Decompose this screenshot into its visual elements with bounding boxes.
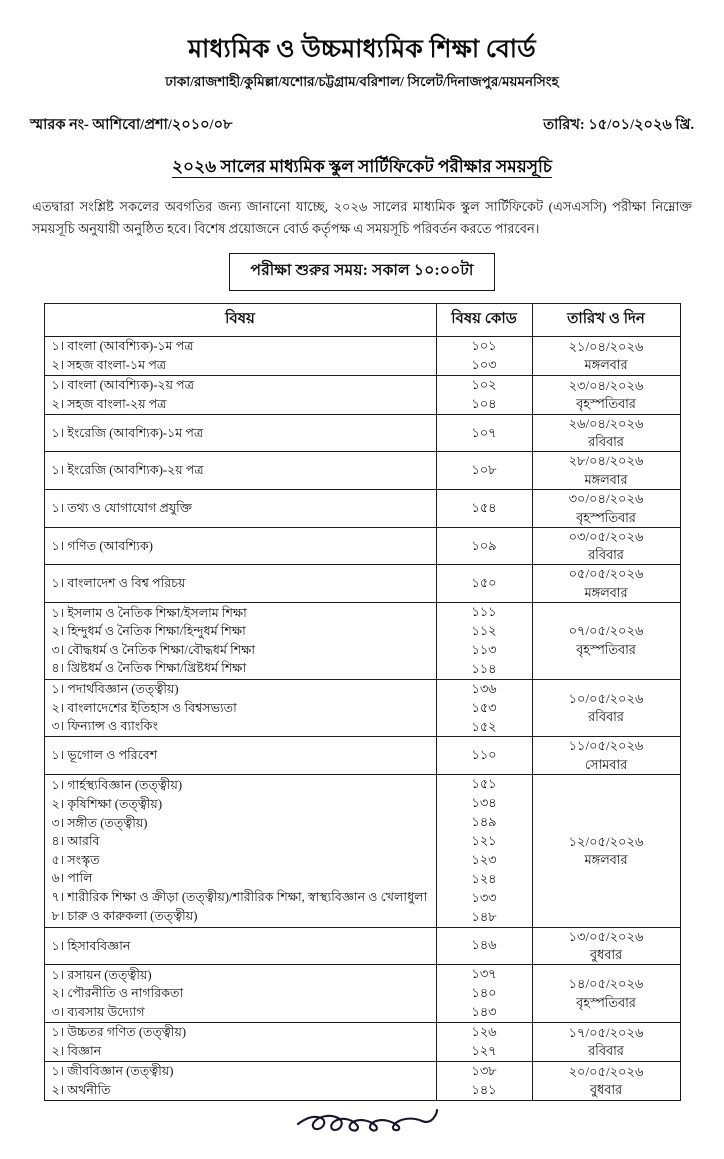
subject-name: ১। ইংরেজি (আবশ্যিক)-১ম পত্র bbox=[51, 425, 204, 440]
subject-name: ১। বাংলা (আবশ্যিক)-১ম পত্র bbox=[51, 339, 194, 354]
subject-code: ১১১ bbox=[471, 604, 497, 619]
subject-code-cell bbox=[436, 737, 532, 775]
subject-code: ১৩৮ bbox=[471, 1063, 497, 1078]
subject-code: ১৪৬ bbox=[471, 938, 497, 953]
subject-cell bbox=[44, 965, 436, 1023]
date-day-cell bbox=[532, 414, 680, 452]
subject-code: ১৫০ bbox=[471, 576, 497, 591]
column-header-subject: বিষয় bbox=[44, 304, 436, 337]
subject-code: ১৪৯ bbox=[471, 814, 497, 829]
subject-code-cell bbox=[436, 965, 532, 1023]
exam-date: ২৬/০৪/২০২৬ bbox=[568, 415, 644, 431]
subject-name: ২। বাংলাদেশের ইতিহাস ও বিশ্বসভ্যতা bbox=[51, 700, 237, 715]
column-header-subject-code: বিষয় কোড bbox=[436, 304, 532, 337]
subject-code-cell bbox=[436, 337, 532, 376]
table-body bbox=[44, 337, 680, 1101]
document-page bbox=[0, 34, 724, 1097]
exam-day: মঙ্গলবার bbox=[584, 585, 628, 600]
subject-code: ১২৪ bbox=[471, 871, 497, 886]
exam-day: বৃহস্পতিবার bbox=[576, 995, 636, 1010]
date-day-cell bbox=[532, 737, 680, 775]
subject-code: ১৩৩ bbox=[471, 890, 497, 905]
date-day-cell bbox=[532, 965, 680, 1023]
date-day-stack bbox=[533, 833, 680, 870]
subject-code: ১০৪ bbox=[471, 396, 497, 411]
subject-code-cell bbox=[436, 602, 532, 679]
subject-name: ১। ভূগোল ও পরিবেশ bbox=[51, 748, 158, 763]
table-header-row bbox=[44, 304, 680, 337]
subject-cell bbox=[44, 775, 436, 928]
exam-date: ২৮/০৪/২০২৬ bbox=[568, 453, 644, 469]
subject-code: ১০৩ bbox=[471, 358, 497, 373]
subject-code-cell bbox=[436, 490, 532, 528]
exam-date: ১০/০৫/২০২৬ bbox=[568, 690, 644, 706]
table-row bbox=[44, 965, 680, 1023]
subject-code: ১১২ bbox=[471, 623, 497, 638]
signature-area bbox=[22, 1103, 702, 1159]
exam-day: রবিবার bbox=[588, 1044, 624, 1059]
subject-name: ৩। বৌদ্ধধর্ম ও নৈতিক শিক্ষা/বৌদ্ধধর্ম শিক্ষা bbox=[51, 642, 256, 657]
subject-cell bbox=[44, 337, 436, 376]
table-row bbox=[44, 376, 680, 415]
exam-time-box-wrapper bbox=[22, 253, 702, 291]
date-day-cell bbox=[532, 527, 680, 565]
handwritten-signature-icon bbox=[294, 1107, 444, 1141]
exam-date: ১৩/০৫/২০২৬ bbox=[568, 928, 644, 944]
date-day-stack bbox=[533, 415, 680, 452]
subject-name: ৩। ফিন্যান্স ও ব্যাংকিং bbox=[51, 719, 159, 734]
date-day-cell bbox=[532, 337, 680, 376]
subject-code: ১৫৪ bbox=[471, 500, 497, 515]
table-row bbox=[44, 337, 680, 376]
subject-name: ২। হিন্দুধর্ম ও নৈতিক শিক্ষা/হিন্দুধর্ম শিক্ষা bbox=[51, 624, 246, 639]
table-row bbox=[44, 527, 680, 565]
subject-cell bbox=[44, 927, 436, 965]
date-day-stack bbox=[533, 690, 680, 727]
subject-code: ১৪১ bbox=[471, 1082, 497, 1097]
date-day-stack bbox=[533, 490, 680, 527]
exam-day: বৃহস্পতিবার bbox=[576, 642, 636, 657]
subject-name: ৬। পালি bbox=[51, 871, 93, 886]
subject-code: ১৩৬ bbox=[471, 681, 497, 696]
exam-day: রবিবার bbox=[588, 435, 624, 450]
subject-code-cell bbox=[436, 527, 532, 565]
subject-cell bbox=[44, 602, 436, 679]
table-row bbox=[44, 490, 680, 528]
subject-cell bbox=[44, 1061, 436, 1100]
date-day-cell bbox=[532, 452, 680, 490]
exam-day: বৃহস্পতিবার bbox=[576, 397, 636, 412]
date-day-stack bbox=[533, 622, 680, 659]
date-day-cell bbox=[532, 927, 680, 965]
subject-name: ৮। চারু ও কারুকলা (তত্ত্বীয়) bbox=[51, 908, 198, 923]
date-day-cell bbox=[532, 376, 680, 415]
exam-schedule-table bbox=[44, 303, 681, 1101]
date-day-stack bbox=[533, 528, 680, 565]
date-day-cell bbox=[532, 565, 680, 603]
exam-day: সোমবার bbox=[584, 757, 628, 772]
exam-day: বুধবার bbox=[589, 1082, 623, 1097]
subject-name: ২। পৌরনীতি ও নাগরিকতা bbox=[51, 986, 184, 1001]
date-day-cell bbox=[532, 602, 680, 679]
subject-name: ১। তথ্য ও যোগাযোগ প্রযুক্তি bbox=[51, 501, 192, 516]
subject-code-cell bbox=[436, 1023, 532, 1062]
board-branches: ঢাকা/রাজশাহী/কুমিল্লা/যশোর/চট্টগ্রাম/বরিশাল/ সিলেট/দিনাজপুর/ময়মনসিংহ bbox=[165, 74, 559, 90]
date-day-cell bbox=[532, 490, 680, 528]
date-day-stack bbox=[533, 737, 680, 774]
subject-name: ১। রসায়ন (তত্ত্বীয়) bbox=[51, 967, 152, 982]
subject-code: ১২৬ bbox=[471, 1025, 497, 1040]
subject-code-cell bbox=[436, 775, 532, 928]
subject-cell bbox=[44, 527, 436, 565]
exam-date: ১৪/০৫/২০২৬ bbox=[568, 976, 644, 992]
exam-date: ২০/০৫/২০২৬ bbox=[568, 1063, 644, 1079]
exam-day: মঙ্গলবার bbox=[584, 852, 628, 867]
subject-name: ২। অর্থনীতি bbox=[51, 1082, 111, 1097]
date-day-stack bbox=[533, 338, 680, 375]
subject-code-cell bbox=[436, 414, 532, 452]
subject-name: ৩। ব্যবসায় উদ্যোগ bbox=[51, 1004, 145, 1019]
subject-code-cell bbox=[436, 927, 532, 965]
table-row bbox=[44, 679, 680, 737]
subject-code: ১৪০ bbox=[471, 986, 497, 1001]
date-day-cell bbox=[532, 775, 680, 928]
subject-name: ১। বাংলা (আবশ্যিক)-২য় পত্র bbox=[51, 378, 194, 393]
subject-cell bbox=[44, 414, 436, 452]
subject-code: ১০৮ bbox=[471, 463, 497, 478]
subject-code-cell bbox=[436, 1061, 532, 1100]
subject-cell bbox=[44, 376, 436, 415]
exam-date: ৩০/০৪/২০২৬ bbox=[568, 491, 644, 507]
subject-name: ১। হিসাববিজ্ঞান bbox=[51, 938, 131, 953]
exam-day: মঙ্গলবার bbox=[584, 472, 628, 487]
exam-date: ২৩/০৪/২০২৬ bbox=[568, 377, 644, 393]
subject-code-cell bbox=[436, 452, 532, 490]
date-day-stack bbox=[533, 928, 680, 965]
subject-cell bbox=[44, 565, 436, 603]
memo-row bbox=[22, 114, 702, 138]
date-day-cell bbox=[532, 679, 680, 737]
subject-code: ১২৭ bbox=[471, 1043, 497, 1058]
date-day-stack bbox=[533, 452, 680, 489]
subject-cell bbox=[44, 737, 436, 775]
date-day-stack bbox=[533, 975, 680, 1012]
subject-name: ২। কৃষিশিক্ষা (তত্ত্বীয়) bbox=[51, 796, 163, 811]
exam-date: ২১/০৪/২০২৬ bbox=[568, 338, 644, 354]
board-title: মাধ্যমিক ও উচ্চমাধ্যমিক শিক্ষা বোর্ড bbox=[188, 36, 536, 63]
subject-code: ১৪৩ bbox=[471, 1005, 497, 1020]
exam-day: বুধবার bbox=[589, 948, 623, 963]
subject-name: ২। সহজ বাংলা-২য় পত্র bbox=[51, 396, 167, 411]
subject-cell bbox=[44, 490, 436, 528]
subject-code: ১৫১ bbox=[471, 777, 497, 792]
table-row bbox=[44, 602, 680, 679]
subject-code: ১৩৪ bbox=[471, 796, 497, 811]
subject-code-cell bbox=[436, 565, 532, 603]
subject-name: ১। জীববিজ্ঞান (তত্ত্বীয়) bbox=[51, 1064, 174, 1079]
exam-day: বৃহস্পতিবার bbox=[576, 510, 636, 525]
subject-name: ১। উচ্চতর গণিত (তত্ত্বীয়) bbox=[51, 1025, 187, 1040]
date-day-stack bbox=[533, 565, 680, 602]
memo-date: তারিখ: ১৫/০১/২০২৬ খ্রি. bbox=[543, 117, 694, 134]
exam-start-time-box: পরীক্ষা শুরুর সময়: সকাল ১০:০০টা bbox=[229, 253, 494, 291]
table-row bbox=[44, 737, 680, 775]
column-header-date-day: তারিখ ও দিন bbox=[532, 304, 680, 337]
exam-day: রবিবার bbox=[588, 548, 624, 563]
subject-code: ১১৩ bbox=[471, 642, 497, 657]
subject-cell bbox=[44, 1023, 436, 1062]
subject-name: ১। গার্হস্থ্যবিজ্ঞান (তত্ত্বীয়) bbox=[51, 778, 183, 793]
subject-code: ১০২ bbox=[471, 378, 497, 392]
subject-cell bbox=[44, 452, 436, 490]
intro-paragraph: এতদ্বারা সংশ্লিষ্ট সকলের অবগতির জন্য জানানো যাচ্ছে, ২০২৬ সালের মাধ্যমিক স্কুল সার্টিফিকেট (এসএসসি) পরীক্ষা নিম্নোক্ত সময়সূচি অনুযায়ী অনুষ্ঠিত হবে। বিশেষ প্রয়োজনে বোর্ড কর্তৃপক্ষ এ সময়সূচি পরিবর্তন করতে পারবেন। bbox=[32, 199, 692, 236]
subject-name: ৪। খ্রিষ্টধর্ম ও নৈতিক শিক্ষা/খ্রিষ্টধর্ম শিক্ষা bbox=[51, 661, 247, 676]
table-row bbox=[44, 1023, 680, 1062]
date-day-stack bbox=[533, 377, 680, 414]
date-day-cell bbox=[532, 1061, 680, 1100]
subject-code: ১৩৭ bbox=[471, 967, 497, 982]
exam-day: মঙ্গলবার bbox=[584, 358, 628, 373]
subject-name: ১। ইংরেজি (আবশ্যিক)-২য় পত্র bbox=[51, 463, 204, 478]
subject-name: ২। সহজ বাংলা-১ম পত্র bbox=[51, 358, 167, 373]
exam-day: রবিবার bbox=[588, 710, 624, 725]
exam-date: ০৩/০৫/২০২৬ bbox=[568, 528, 644, 544]
subject-code: ১২৩ bbox=[471, 852, 497, 867]
subject-code-cell bbox=[436, 679, 532, 737]
memo-number: স্মারক নং- আশিবো/প্রশা/২০১০/০৮ bbox=[30, 117, 233, 134]
document-subtitle bbox=[22, 154, 702, 182]
date-day-cell bbox=[532, 1023, 680, 1062]
exam-date: ০৭/০৫/২০২৬ bbox=[568, 623, 644, 639]
subject-code: ১২১ bbox=[471, 833, 497, 848]
date-day-stack bbox=[533, 1063, 680, 1100]
table-row bbox=[44, 927, 680, 965]
subject-name: ১। গণিত (আবশ্যিক) bbox=[51, 538, 153, 553]
subject-name: ৭। শারীরিক শিক্ষা ও ক্রীড়া (তত্ত্বীয়)/শারীরিক শিক্ষা, স্বাস্থ্যবিজ্ঞান ও খেলাধুলা bbox=[51, 890, 428, 905]
subject-name: ১। পদার্থবিজ্ঞান (তত্ত্বীয়) bbox=[51, 682, 179, 697]
table-row bbox=[44, 565, 680, 603]
subject-name: ৩। সঙ্গীত (তত্ত্বীয়) bbox=[51, 815, 148, 830]
subject-cell bbox=[44, 679, 436, 737]
subject-name: ৫। সংস্কৃত bbox=[51, 852, 100, 867]
subject-code: ১৫৩ bbox=[471, 700, 497, 715]
subject-name: ১। বাংলাদেশ ও বিশ্ব পরিচয় bbox=[51, 576, 186, 591]
table-row bbox=[44, 452, 680, 490]
table-row bbox=[44, 1061, 680, 1100]
subject-code: ১০১ bbox=[471, 339, 497, 354]
subject-name: ১। ইসলাম ও নৈতিক শিক্ষা/ইসলাম শিক্ষা bbox=[51, 605, 247, 620]
exam-date: ০৫/০৫/২০২৬ bbox=[568, 566, 644, 582]
subject-code: ১০৯ bbox=[471, 538, 497, 553]
document-subtitle-text: ২০২৬ সালের মাধ্যমিক স্কুল সার্টিফিকেট পরীক্ষার সময়সূচি bbox=[172, 157, 552, 177]
subject-name: ৪। আরবি bbox=[51, 834, 100, 849]
subject-code: ১৫২ bbox=[471, 719, 497, 734]
table-row bbox=[44, 775, 680, 928]
subject-code: ১৪৮ bbox=[471, 909, 497, 924]
date-day-stack bbox=[533, 1024, 680, 1061]
subject-code-cell bbox=[436, 376, 532, 415]
subject-code: ১০৭ bbox=[471, 425, 497, 440]
exam-date: ১২/০৫/২০২৬ bbox=[568, 833, 644, 849]
subject-code: ১১০ bbox=[471, 748, 497, 763]
table-row bbox=[44, 414, 680, 452]
subject-name: ২। বিজ্ঞান bbox=[51, 1043, 102, 1058]
subject-code: ১১৪ bbox=[471, 661, 497, 676]
exam-date: ১৭/০৫/২০২৬ bbox=[568, 1024, 644, 1040]
exam-date: ১১/০৫/২০২৬ bbox=[568, 738, 644, 754]
